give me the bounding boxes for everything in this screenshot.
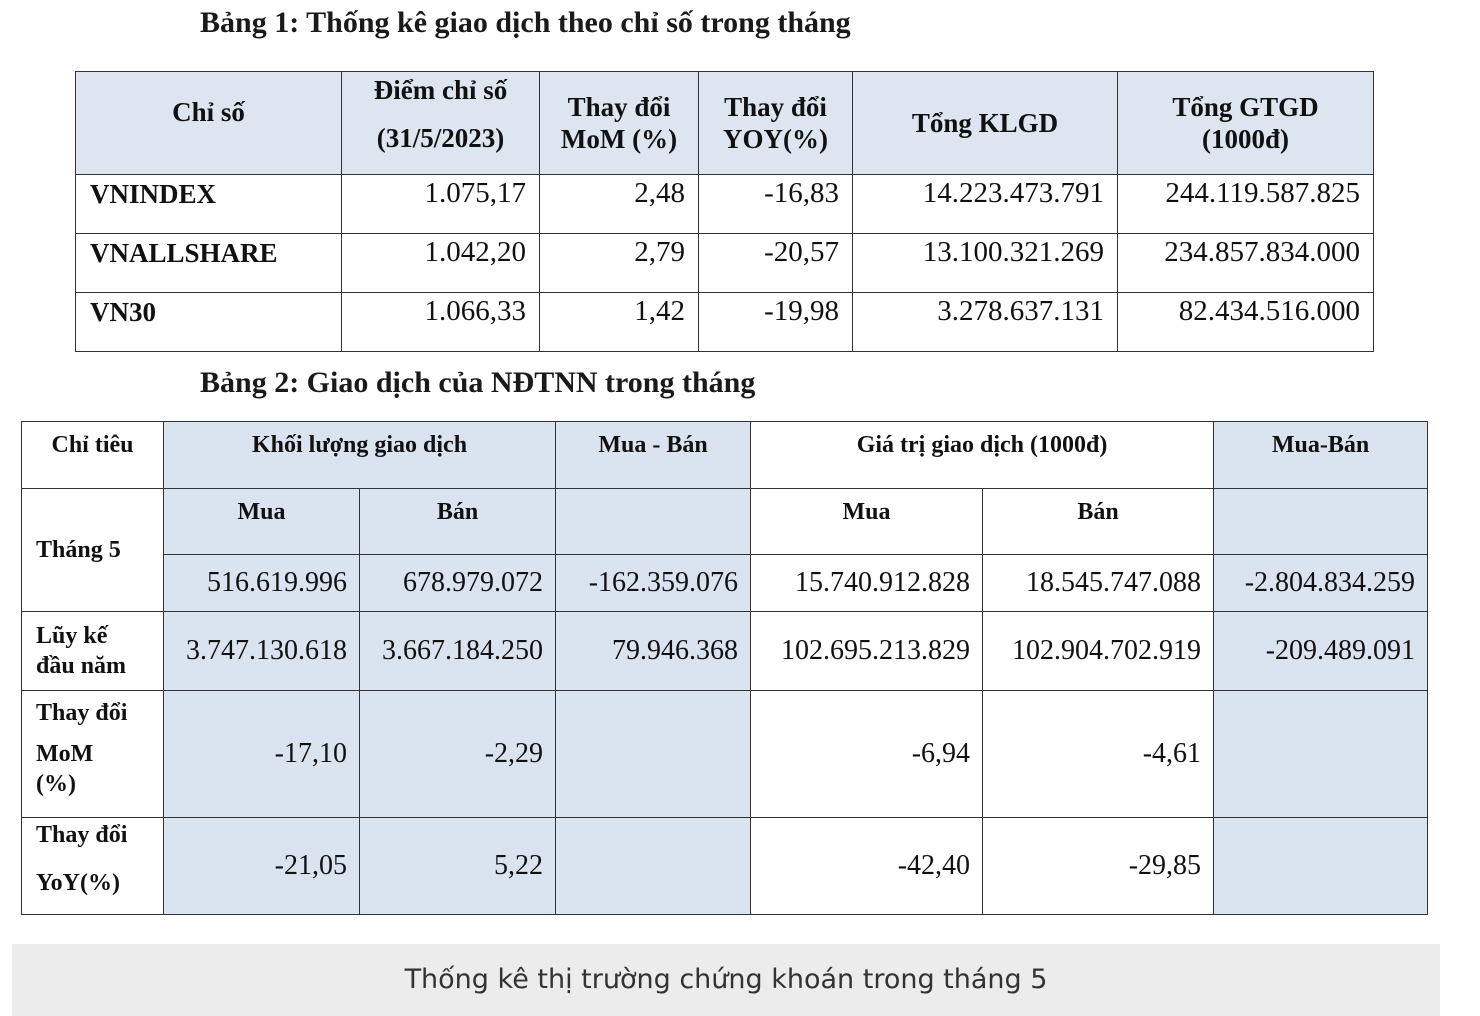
month-vol-buy: 516.619.996 [164, 555, 360, 612]
table-row [76, 175, 1374, 234]
header-yoy-line1: Thay đổi [724, 92, 827, 122]
mom-label-line2: MoM [36, 741, 94, 767]
index-mom: 1,42 [540, 293, 699, 352]
empty-cell [1214, 691, 1428, 818]
table-row [22, 612, 1428, 691]
index-points: 1.042,20 [342, 234, 540, 293]
mom-vol-buy: -17,10 [164, 691, 360, 818]
empty-cell [556, 489, 751, 555]
header-yoy [699, 72, 853, 175]
ytd-vol-sell: 3.667.184.250 [360, 612, 556, 691]
empty-cell [556, 818, 751, 915]
index-points: 1.066,33 [342, 293, 540, 352]
index-yoy: -20,57 [699, 234, 853, 293]
mom-val-sell: -4,61 [983, 691, 1214, 818]
mom-label-line1: Thay đổi [36, 700, 128, 726]
index-volume: 3.278.637.131 [853, 293, 1118, 352]
image-caption: Thống kê thị trường chứng khoán trong tháng 5 [12, 944, 1440, 1016]
ytd-label-line2: đầu năm [36, 653, 127, 679]
row-label-yoy [22, 818, 164, 915]
month-val-net: -2.804.834.259 [1214, 555, 1428, 612]
table-row [22, 691, 1428, 818]
index-stats-table [75, 71, 1374, 352]
table2-header-row [22, 422, 1428, 489]
row-label-month: Tháng 5 [22, 489, 164, 612]
header-volume-buy: Mua [164, 489, 360, 555]
ytd-vol-net: 79.946.368 [556, 612, 751, 691]
row-label-mom [22, 691, 164, 818]
yoy-val-buy: -42,40 [751, 818, 983, 915]
table1-header-row [76, 72, 1374, 175]
header-value-line1: Tổng GTGD [1172, 92, 1319, 122]
index-yoy: -19,98 [699, 293, 853, 352]
empty-cell [556, 691, 751, 818]
month-val-buy: 15.740.912.828 [751, 555, 983, 612]
header-mom-line1: Thay đổi [567, 92, 671, 122]
month-val-sell: 18.545.747.088 [983, 555, 1214, 612]
header-volume-sell: Bán [360, 489, 556, 555]
ytd-val-net: -209.489.091 [1214, 612, 1428, 691]
ytd-vol-buy: 3.747.130.618 [164, 612, 360, 691]
index-name: VNINDEX [76, 175, 342, 234]
header-points-line2: (31/5/2023) [376, 123, 505, 153]
table-row [22, 555, 1428, 612]
ytd-val-buy: 102.695.213.829 [751, 612, 983, 691]
mom-vol-sell: -2,29 [360, 691, 556, 818]
header-mom [540, 72, 699, 175]
index-points: 1.075,17 [342, 175, 540, 234]
yoy-vol-buy: -21,05 [164, 818, 360, 915]
index-value: 82.434.516.000 [1118, 293, 1374, 352]
header-points-line1: Điểm chỉ số [373, 75, 508, 105]
row-label-ytd [22, 612, 164, 691]
yoy-val-sell: -29,85 [983, 818, 1214, 915]
table1-title: Bảng 1: Thống kê giao dịch theo chỉ số trong tháng [200, 6, 851, 39]
index-mom: 2,48 [540, 175, 699, 234]
table-row [76, 234, 1374, 293]
table2-title: Bảng 2: Giao dịch của NĐTNN trong tháng [200, 366, 756, 399]
header-index: Chỉ số [76, 72, 342, 175]
index-mom: 2,79 [540, 234, 699, 293]
index-name: VNALLSHARE [76, 234, 342, 293]
yoy-label-line2: YoY(%) [36, 870, 120, 896]
empty-cell [1214, 489, 1428, 555]
header-value-sell: Bán [983, 489, 1214, 555]
yoy-vol-sell: 5,22 [360, 818, 556, 915]
empty-cell [1214, 818, 1428, 915]
header-value [1118, 72, 1374, 175]
mom-val-buy: -6,94 [751, 691, 983, 818]
month-vol-net: -162.359.076 [556, 555, 751, 612]
header-value-buy: Mua [751, 489, 983, 555]
table2-subheader-row [22, 489, 1428, 555]
table-row [22, 818, 1428, 915]
header-net-value: Mua-Bán [1214, 422, 1428, 489]
month-vol-sell: 678.979.072 [360, 555, 556, 612]
ytd-label-line1: Lũy kế [36, 623, 108, 649]
index-yoy: -16,83 [699, 175, 853, 234]
index-value: 244.119.587.825 [1118, 175, 1374, 234]
foreign-trading-table [21, 421, 1428, 915]
ytd-val-sell: 102.904.702.919 [983, 612, 1214, 691]
yoy-label-line1: Thay đổi [36, 822, 128, 848]
header-trade-volume: Khối lượng giao dịch [164, 422, 556, 489]
index-value: 234.857.834.000 [1118, 234, 1374, 293]
table-row [76, 293, 1374, 352]
header-mom-line2: MoM (%) [560, 124, 678, 154]
index-name: VN30 [76, 293, 342, 352]
header-value-line2: (1000đ) [1202, 124, 1289, 154]
header-indicator: Chỉ tiêu [22, 422, 164, 489]
header-yoy-line2: YOY(%) [723, 124, 828, 154]
index-volume: 13.100.321.269 [853, 234, 1118, 293]
header-trade-value: Giá trị giao dịch (1000đ) [751, 422, 1214, 489]
header-points [342, 72, 540, 175]
header-net-volume: Mua - Bán [556, 422, 751, 489]
mom-label-line3: (%) [36, 771, 76, 797]
header-volume: Tổng KLGD [853, 72, 1118, 175]
index-volume: 14.223.473.791 [853, 175, 1118, 234]
